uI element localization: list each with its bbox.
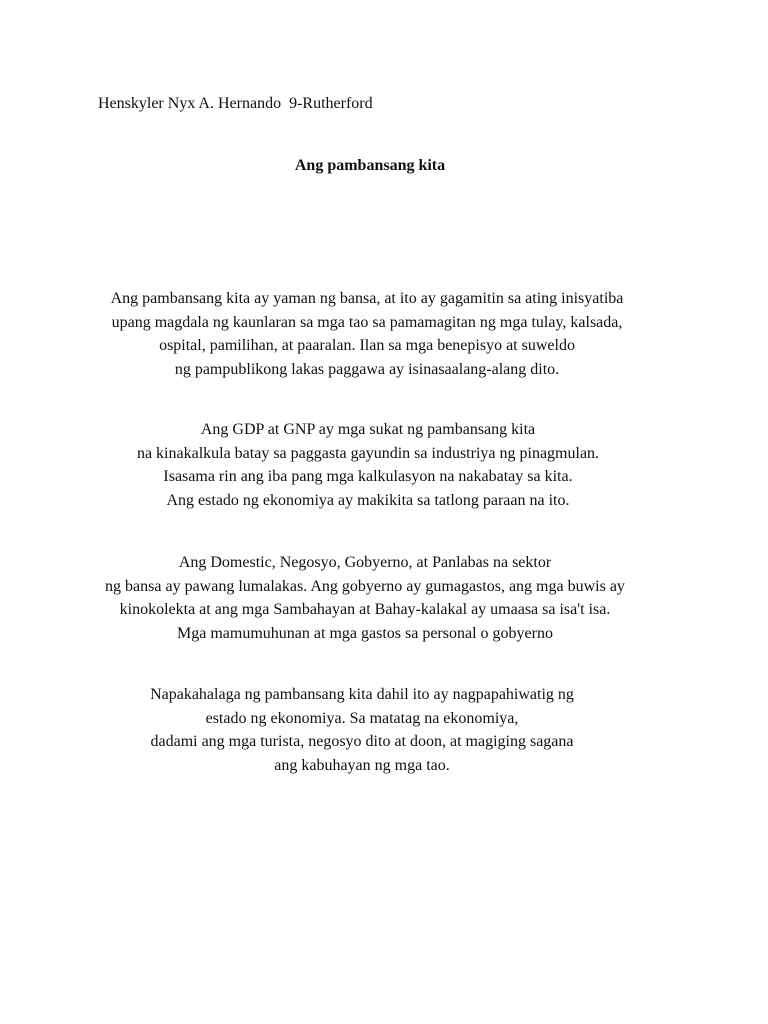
paragraph-2	[0, 418, 752, 512]
paragraph-line: ng bansa ay pawang lumalakas. Ang gobyerno ay gumagastos, ang mga buwis ay	[105, 577, 625, 595]
paragraph-line: ospital, pamilihan, at paaralan. Ilan sa mga benepisyo at suweldo	[159, 337, 575, 354]
paragraph-1	[0, 287, 751, 381]
paragraph-line: kinokolekta at ang mga Sambahayan at Bahay-kalakal ay umaasa sa isa't isa.	[119, 601, 611, 618]
paragraph-line: estado ng ekonomiya. Sa matatag na ekonomiya,	[205, 709, 519, 727]
paragraph-line: Isasama rin ang iba pang mga kalkulasyon na nakabatay sa kita.	[163, 468, 573, 485]
paragraph-line: ng pampublikong lakas paggawa ay isinasaalang-alang dito.	[174, 360, 560, 378]
paragraph-line: Ang estado ng ekonomiya ay makikita sa tatlong paraan na ito.	[166, 491, 570, 509]
paragraph-4	[0, 683, 746, 777]
paragraph-line: upang magdala ng kaunlaran sa mga tao sa pamamagitan ng mga tulay, kalsada,	[111, 313, 623, 331]
paragraph-line: Ang pambansang kita ay yaman ng bansa, at ito ay gagamitin sa ating inisyatiba	[110, 290, 624, 307]
paragraph-line: Napakahalaga ng pambansang kita dahil ito ay nagpapahiwatig ng	[150, 686, 574, 703]
paragraph-line: dadami ang mga turista, negosyo dito at doon, at magiging sagana	[150, 733, 574, 750]
document-title: Ang pambansang kita	[294, 157, 446, 174]
paragraph-3	[0, 551, 749, 645]
paragraph-line: Mga mamumuhunan at mga gastos sa personal o gobyerno	[177, 624, 553, 642]
paragraph-line: na kinakalkula batay sa paggasta gayundin sa industriya ng pinagmulan.	[136, 444, 600, 462]
author-line: Henskyler Nyx A. Hernando 9-Rutherford	[98, 95, 373, 112]
paragraph-line: Ang Domestic, Negosyo, Gobyerno, at Panlabas na sektor	[178, 554, 552, 571]
paragraph-line: ang kabuhayan ng mga tao.	[274, 756, 450, 774]
paragraph-line: Ang GDP at GNP ay mga sukat ng pambansang kita	[200, 421, 536, 438]
